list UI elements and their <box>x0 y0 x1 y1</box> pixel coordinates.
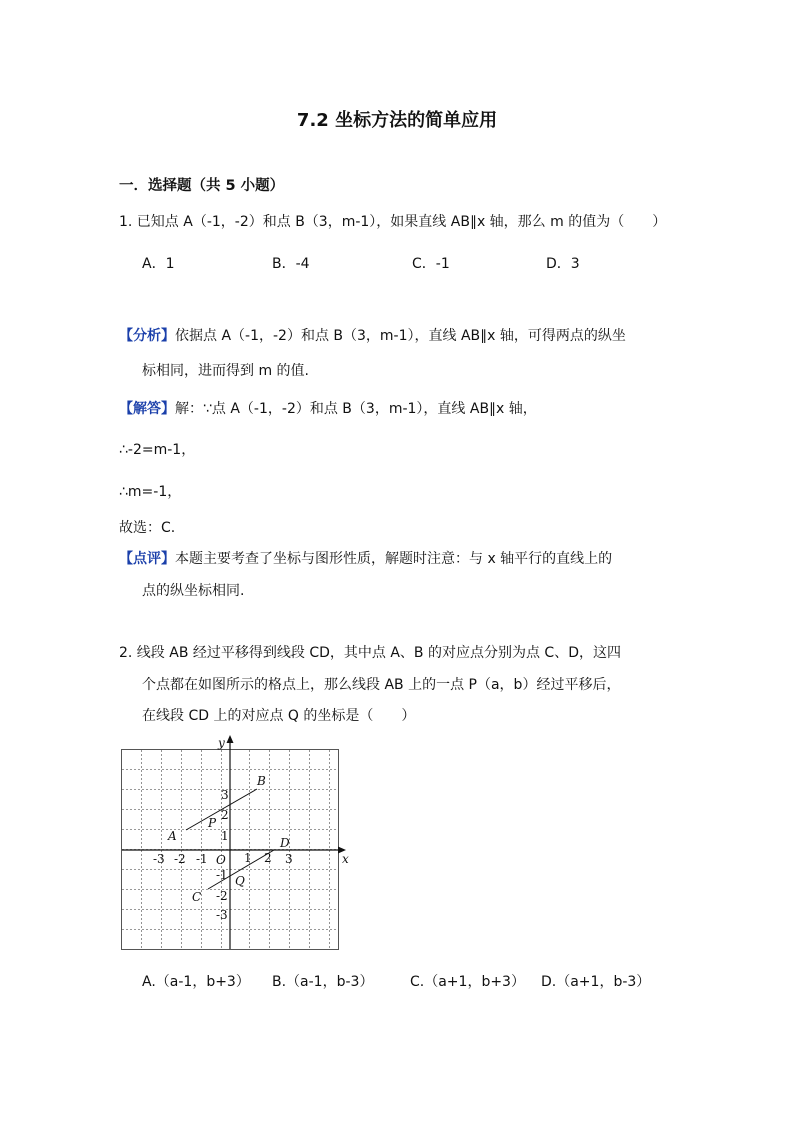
point-label-d: D <box>280 836 290 850</box>
point-label-c: C <box>192 890 202 904</box>
solution-line-1 <box>119 399 537 419</box>
q1-option-c: C．-1 <box>412 256 450 272</box>
x-tick-label: -3 <box>153 852 165 866</box>
y-tick-label: 2 <box>221 808 229 822</box>
comment-tag: 【点评】 <box>119 551 175 567</box>
page-title: 7.2 坐标方法的简单应用 <box>296 110 498 131</box>
point-label-a: A <box>168 829 177 843</box>
section-heading: 一．选择题（共 5 小题） <box>119 178 285 194</box>
q2-stem-line-2: 个点都在如图所示的格点上，那么线段 AB 上的一点 P（a，b）经过平移后， <box>142 677 621 693</box>
analysis-tag: 【分析】 <box>119 328 175 344</box>
x-tick-label: 2 <box>264 851 272 865</box>
q2-option-d: D.（a+1，b-3） <box>541 974 651 990</box>
y-tick-label: 3 <box>221 788 229 802</box>
solution-text-1: 解：∵点 A（-1，-2）和点 B（3，m-1），直线 AB∥x 轴， <box>175 401 537 417</box>
q1-option-d: D．3 <box>546 256 580 272</box>
point-label-p: P <box>208 816 217 830</box>
point-label-q: Q <box>235 874 245 888</box>
solution-line-2: ∴-2=m-1， <box>119 442 196 458</box>
comment-line-2: 点的纵坐标相同. <box>142 583 245 599</box>
q2-stem-line-3: 在线段 CD 上的对应点 Q 的坐标是（ ） <box>142 708 416 724</box>
y-tick-label: -2 <box>216 889 228 903</box>
q1-option-b: B．-4 <box>272 256 310 272</box>
analysis-line-1 <box>119 326 626 346</box>
q2-stem-line-1: 2. 线段 AB 经过平移得到线段 CD，其中点 A、B 的对应点分别为点 C、D，这四 <box>119 645 621 661</box>
point-label-b: B <box>257 774 266 788</box>
y-tick-label: -1 <box>216 868 228 882</box>
solution-line-3: ∴m=-1， <box>119 484 182 500</box>
grid-svg <box>112 733 352 955</box>
x-axis-label: x <box>342 852 349 866</box>
origin-label: O <box>216 853 226 867</box>
x-tick-label: -1 <box>196 852 208 866</box>
q1-stem: 1. 已知点 A（-1，-2）和点 B（3，m-1），如果直线 AB∥x 轴，那么 m 的值为（ ） <box>119 214 667 230</box>
analysis-line-2: 标相同，进而得到 m 的值. <box>142 363 309 379</box>
analysis-text-1: 依据点 A（-1，-2）和点 B（3，m-1），直线 AB∥x 轴，可得两点的纵坐 <box>175 328 626 344</box>
y-axis-label: y <box>218 736 225 750</box>
solution-line-4: 故选：C. <box>119 520 176 536</box>
q2-option-a: A.（a-1，b+3） <box>142 974 250 990</box>
q1-option-a: A．1 <box>142 256 175 272</box>
solution-tag: 【解答】 <box>119 401 175 417</box>
comment-line-1 <box>119 549 612 569</box>
coordinate-grid-figure <box>112 733 352 959</box>
comment-text-1: 本题主要考查了坐标与图形性质，解题时注意：与 x 轴平行的直线上的 <box>175 551 613 567</box>
x-tick-label: 3 <box>285 852 293 866</box>
q2-option-c: C.（a+1，b+3） <box>410 974 525 990</box>
y-tick-label: -3 <box>216 908 228 922</box>
x-tick-label: -2 <box>174 852 186 866</box>
y-tick-label: 1 <box>221 829 229 843</box>
x-tick-label: 1 <box>244 851 252 865</box>
q2-option-b: B.（a-1，b-3） <box>272 974 374 990</box>
y-axis-arrow-icon <box>227 735 234 743</box>
